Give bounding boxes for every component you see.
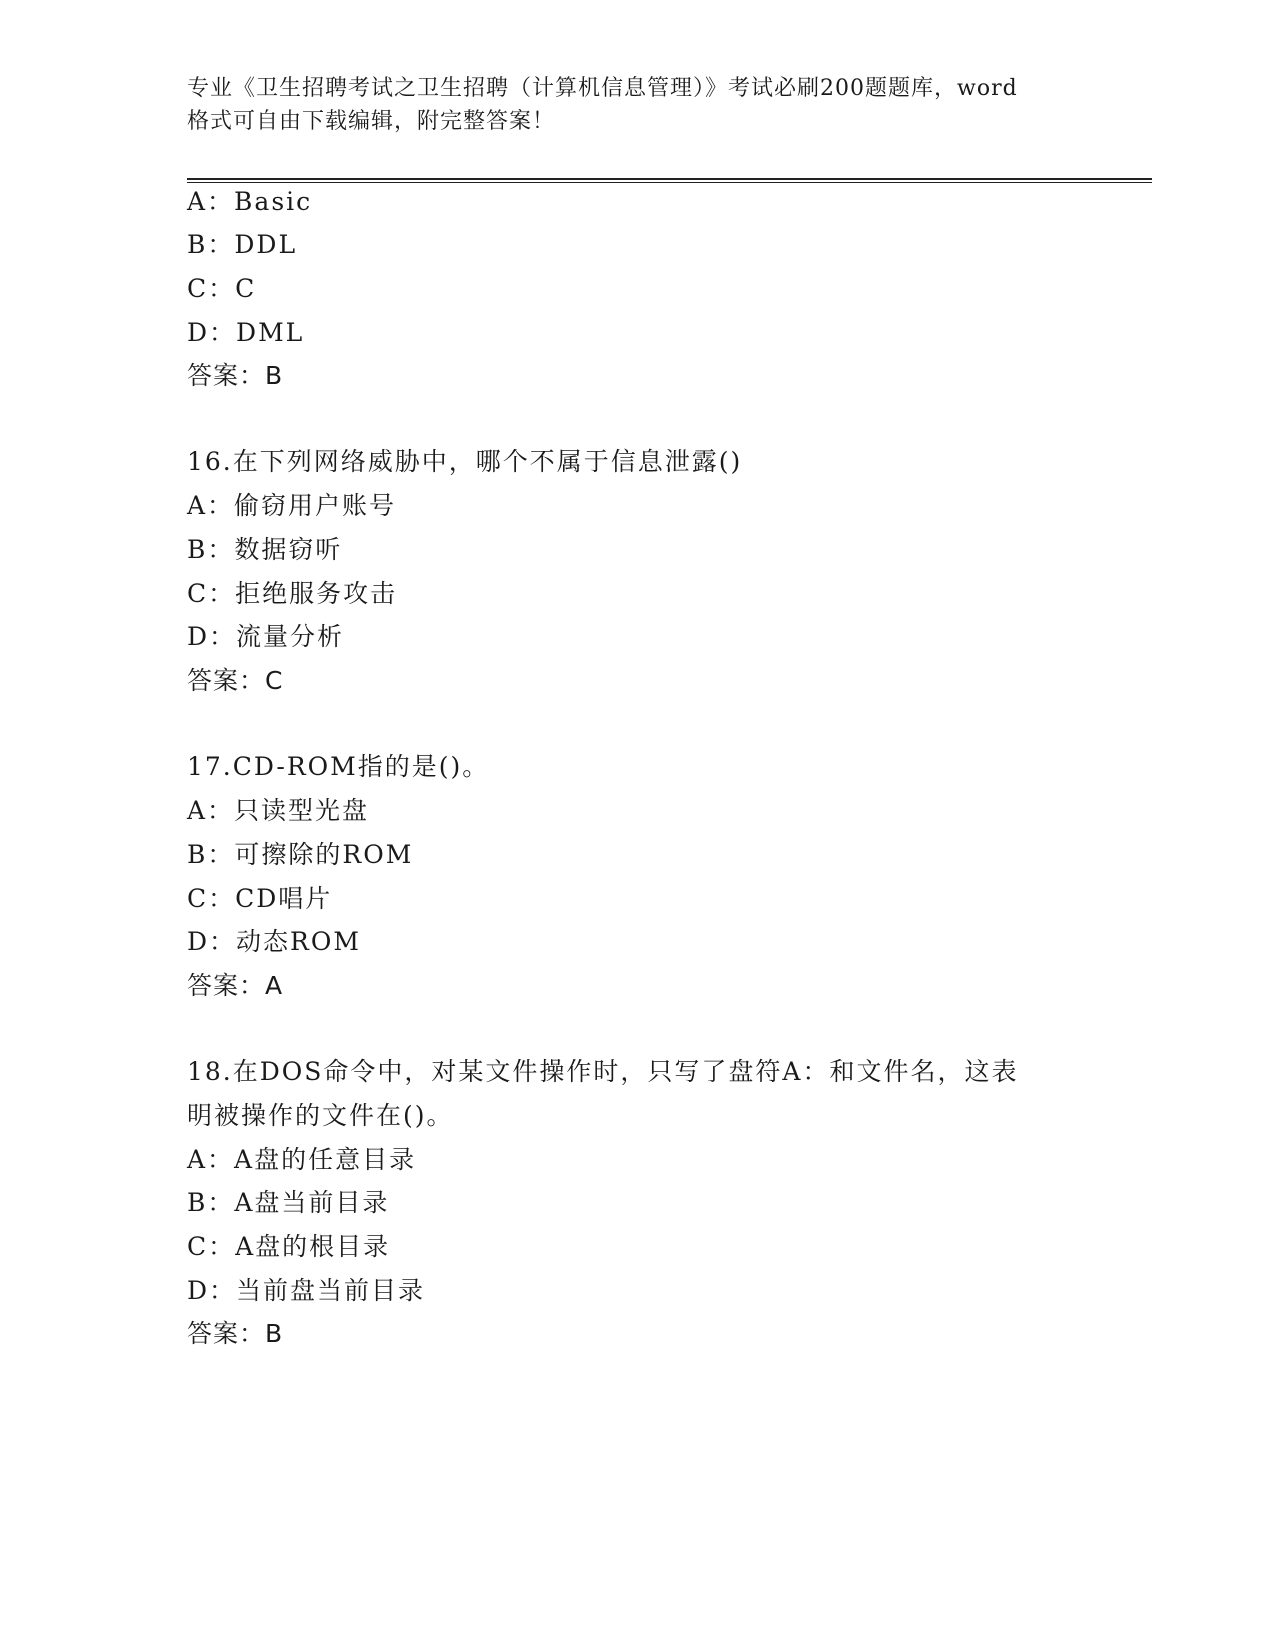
header-rule xyxy=(187,178,1152,183)
q15-option-c: C：C xyxy=(187,274,257,303)
q17-option-d: D：动态ROM xyxy=(187,927,361,956)
header-line-2: 格式可自由下载编辑，附完整答案！ xyxy=(187,109,556,134)
q18-answer: 答案：B xyxy=(187,1319,284,1348)
q15-option-b: B：DDL xyxy=(187,230,298,259)
q18-option-b: B：A盘当前目录 xyxy=(187,1188,390,1217)
q17-answer: 答案：A xyxy=(187,971,284,1000)
q16-answer: 答案：C xyxy=(187,666,284,695)
q16-option-c: C：拒绝服务攻击 xyxy=(187,579,398,608)
q17-option-a: A：只读型光盘 xyxy=(187,796,370,825)
q16-question: 16.在下列网络威胁中，哪个不属于信息泄露() xyxy=(187,447,743,476)
q16-option-d: D：流量分析 xyxy=(187,622,345,651)
q18-option-d: D：当前盘当前目录 xyxy=(187,1276,426,1305)
q18-question-line-2: 明被操作的文件在()。 xyxy=(187,1101,454,1130)
q15-option-a: A：Basic xyxy=(187,187,313,216)
q18-option-c: C：A盘的根目录 xyxy=(187,1232,391,1261)
q17-option-b: B：可擦除的ROM xyxy=(187,840,414,869)
q16-option-a: A：偷窃用户账号 xyxy=(187,491,397,520)
q17-question: 17.CD-ROM指的是()。 xyxy=(187,752,490,781)
q15-option-d: D：DML xyxy=(187,318,305,347)
q18-question-line-1: 18.在DOS命令中，对某文件操作时，只写了盘符A：和文件名，这表 xyxy=(187,1057,1019,1086)
q16-option-b: B：数据窃听 xyxy=(187,535,343,564)
q15-answer: 答案：B xyxy=(187,361,284,390)
header-line-1: 专业《卫生招聘考试之卫生招聘（计算机信息管理）》考试必刷200题题库，word xyxy=(187,76,1018,101)
q18-option-a: A：A盘的任意目录 xyxy=(187,1145,417,1174)
q17-option-c: C：CD唱片 xyxy=(187,884,333,913)
document-header xyxy=(187,72,1107,138)
